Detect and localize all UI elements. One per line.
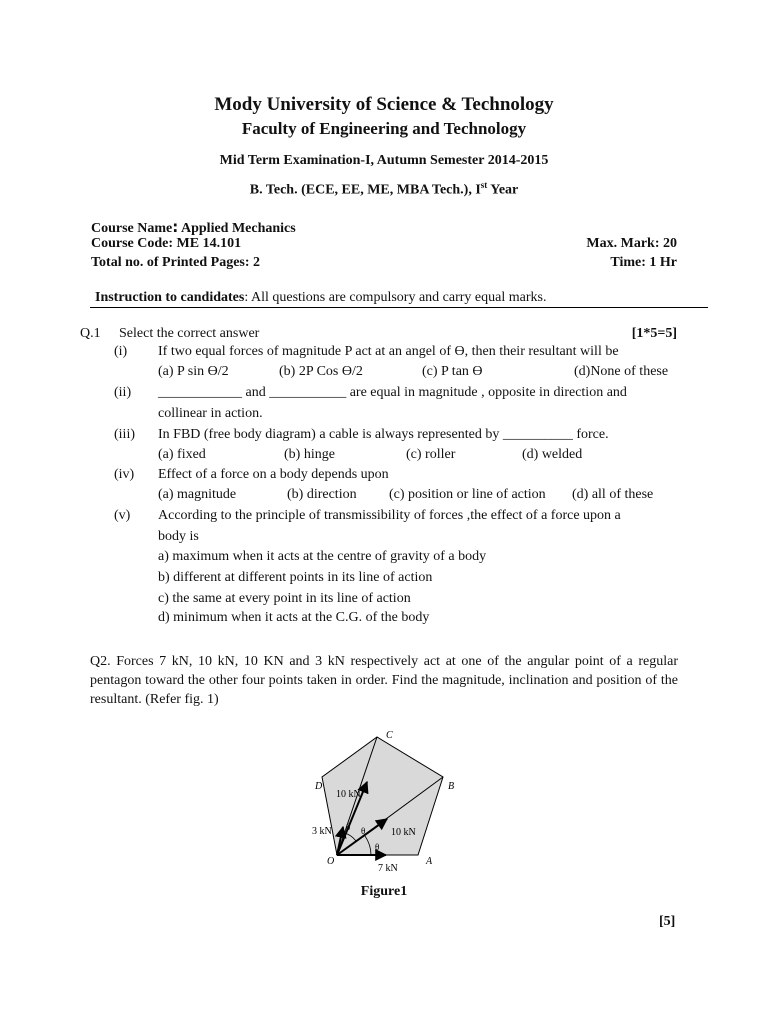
q1-iv-option-d: (d) all of these — [572, 487, 654, 502]
printed-pages: Total no. of Printed Pages: 2 — [91, 255, 261, 270]
instruction-label: Instruction to candidates — [95, 290, 245, 305]
angle-label-2: θ — [361, 826, 366, 836]
q1-iv-option-a: (a) magnitude — [158, 487, 237, 502]
faculty-title: Faculty of Engineering and Technology — [241, 119, 527, 138]
course-code: Course Code: ME 14.101 — [91, 236, 242, 251]
exam-title: Mid Term Examination-I, Autumn Semester 2014-2015 — [219, 153, 549, 168]
q1-iii-option-d: (d) welded — [522, 447, 583, 462]
max-mark: Max. Mark: 20 — [586, 236, 677, 251]
q1-iii-option-c: (c) roller — [406, 447, 456, 462]
q1-iv-option-c: (c) position or line of action — [389, 487, 546, 502]
angle-label-3: θ — [375, 842, 380, 852]
q1-iii-option-b: (b) hinge — [284, 447, 335, 462]
force-label-oa: 7 kN — [378, 863, 398, 874]
course-name-value: Applied Mechanics — [178, 221, 296, 236]
force-label-od: 10 kN — [336, 789, 361, 800]
q1-iv-text: Effect of a force on a body depends upon — [158, 467, 389, 482]
q1-v-text2: body is — [158, 529, 199, 544]
angle-label-1: θ — [346, 822, 351, 832]
university-title: Mody University of Science & Technology — [214, 94, 554, 115]
program-suffix: Year — [487, 182, 519, 198]
q1-iii-option-a: (a) fixed — [158, 447, 206, 462]
course-name-sep: : — [172, 218, 179, 236]
q1-iv-num: (iv) — [114, 467, 135, 482]
q1-i-option-c: (c) P tan ϴ — [422, 364, 483, 379]
program-prefix: B. Tech. (ECE, EE, ME, MBA Tech.), I — [249, 182, 481, 198]
instruction-text: : All questions are compulsory and carry equal marks. — [244, 290, 547, 305]
q1-i-num: (i) — [114, 344, 128, 359]
q1-ii-text2: collinear in action. — [158, 406, 263, 421]
q1-v-option-b: b) different at different points in its line of action — [158, 570, 433, 585]
q1-v-num: (v) — [114, 508, 131, 523]
q1-i-text: If two equal forces of magnitude P act at an angel of ϴ, then their resultant will be — [158, 344, 619, 359]
q1-ii-num: (ii) — [114, 385, 132, 400]
q1-prompt: Select the correct answer — [119, 326, 260, 341]
q1-iii-text: In FBD (free body diagram) a cable is always represented by __________ force. — [158, 427, 609, 442]
q1-number: Q.1 — [80, 326, 101, 341]
exam-time: Time: 1 Hr — [610, 255, 677, 270]
q1-ii-text: ____________ and ___________ are equal in magnitude , opposite in direction and — [158, 385, 627, 400]
q1-v-option-a: a) maximum when it acts at the centre of gravity of a body — [158, 549, 487, 564]
q1-i-option-b: (b) 2P Cos ϴ/2 — [279, 364, 363, 379]
q1-v-text: According to the principle of transmissibility of forces ,the effect of a force upon a — [158, 508, 621, 523]
force-label-ob: 10 kN — [391, 827, 416, 838]
q1-iii-num: (iii) — [114, 427, 135, 442]
vertex-label-o: O — [327, 856, 335, 867]
vertex-label-a: A — [426, 856, 433, 867]
q1-i-option-a: (a) P sin ϴ/2 — [158, 364, 229, 379]
vertex-label-c: C — [386, 730, 393, 741]
q1-iv-option-b: (b) direction — [287, 487, 357, 502]
program-sup: st — [480, 180, 488, 190]
force-label-oe: 3 kN — [312, 826, 332, 837]
q1-i-option-d: (d)None of these — [574, 364, 669, 379]
vertex-label-d: D — [315, 781, 323, 792]
course-name-label: Course Name — [91, 221, 173, 236]
q2-marks: [5] — [659, 914, 676, 929]
q1-marks: [1*5=5] — [631, 326, 677, 341]
q1-v-option-c: c) the same at every point in its line of action — [158, 591, 411, 606]
vertex-label-b: B — [448, 781, 455, 792]
q2-text: Q2. Forces 7 kN, 10 kN, 10 KN and 3 kN respectively act at one of the angular point of a regular pentagon toward the other four points taken in order. Find the magnitude, inclination and position of the resultant. (Refer fig. 1) — [90, 654, 678, 707]
q1-v-option-d: d) minimum when it acts at the C.G. of the body — [158, 610, 430, 625]
figure-caption: Figure1 — [360, 884, 408, 899]
